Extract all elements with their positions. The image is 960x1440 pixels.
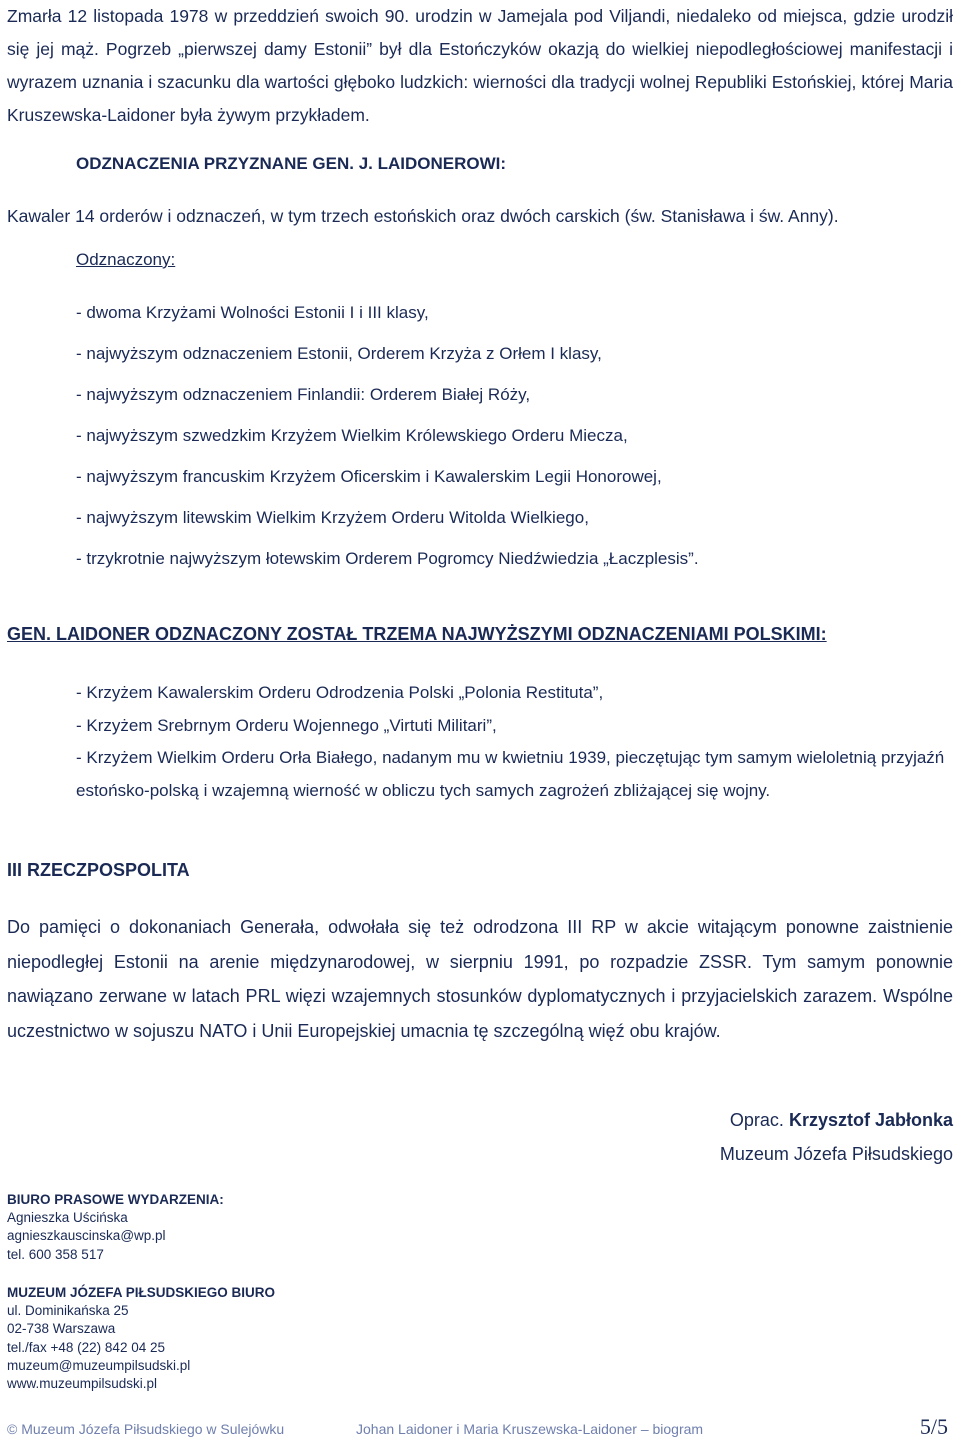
polish-awards-heading: GEN. LAIDONER ODZNACZONY ZOSTAŁ TRZEMA NAJWYŻSZYMI ODZNACZENIAMI POLSKIMI: bbox=[7, 624, 827, 644]
footer-copyright: © Muzeum Józefa Piłsudskiego w Sulejówku bbox=[7, 1421, 285, 1437]
museum-office-web: www.muzeumpilsudski.pl bbox=[7, 1376, 158, 1392]
list-item: - dwoma Krzyżami Wolności Estonii I i III klasy, bbox=[76, 303, 429, 322]
page-footer bbox=[0, 1416, 960, 1440]
list-item: - trzykrotnie najwyższym łotewskim Orderem Pogromcy Niedźwiedzia „Łaczplesis”. bbox=[76, 549, 699, 568]
press-office-name: Agnieszka Uścińska bbox=[7, 1210, 128, 1226]
rp-paragraph: Do pamięci o dokonaniach Generała, odwołała się też odrodzona III RP w akcie witającym ponowne zaistnienie niepodległej Estonii na arenie międzynarodowej, w sierpniu 1991, po rozpadzie ZSSR. Tym samym ponownie nawiązano zerwane w latach PRL więzi wzajemnych stosunków dyplomatycznych i przyjacielskich zarazem. Wspólne uczestnictwo w sojuszu NATO i Unii Europejskiej umacnia tę szczególną więź obu krajów. bbox=[7, 917, 953, 1041]
museum-office-contact bbox=[7, 1284, 275, 1393]
press-office-phone: tel. 600 358 517 bbox=[7, 1246, 104, 1262]
rp-heading: III RZECZPOSPOLITA bbox=[7, 860, 190, 880]
museum-office-heading: MUZEUM JÓZEFA PIŁSUDSKIEGO BIURO bbox=[7, 1285, 276, 1300]
awards-list bbox=[76, 292, 699, 579]
awards-heading: ODZNACZENIA PRZYZNANE GEN. J. LAIDONEROWI: bbox=[76, 154, 507, 173]
page-number: 5/5 bbox=[919, 1414, 948, 1439]
kawaler-text: Kawaler 14 orderów i odznaczeń, w tym trzech estońskich oraz dwóch carskich (św. Stanisława i św. Anny). bbox=[7, 206, 839, 226]
list-item: - najwyższym szwedzkim Krzyżem Wielkim Królewskiego Orderu Miecza, bbox=[76, 426, 628, 445]
press-office-contact bbox=[7, 1191, 224, 1264]
list-item: - najwyższym odznaczeniem Finlandii: Orderem Białej Róży, bbox=[76, 385, 531, 404]
list-item: - najwyższym odznaczeniem Estonii, Orderem Krzyża z Orłem I klasy, bbox=[76, 344, 602, 363]
museum-office-street: ul. Dominikańska 25 bbox=[7, 1303, 129, 1319]
list-item: - Krzyżem Wielkim Orderu Orła Białego, nadanym mu w kwietniu 1939, pieczętując tym samym wieloletnią przyjaźń estońsko-polską i wzajemną wierność w obliczu tych samych zagrożeń zbliżającej się wojny. bbox=[76, 748, 945, 800]
signature bbox=[720, 1103, 953, 1171]
footer-title: Johan Laidoner i Maria Kruszewska-Laidoner – biogram bbox=[356, 1421, 704, 1437]
press-office-email: agnieszkauscinska@wp.pl bbox=[7, 1228, 166, 1244]
museum-office-city: 02-738 Warszawa bbox=[7, 1321, 116, 1337]
museum-office-phone: tel./fax +48 (22) 842 04 25 bbox=[7, 1339, 165, 1355]
list-item: - Krzyżem Kawalerskim Orderu Odrodzenia Polski „Polonia Restituta”, bbox=[76, 683, 604, 702]
list-item: - najwyższym litewskim Wielkim Krzyżem Orderu Witolda Wielkiego, bbox=[76, 508, 589, 527]
museum-office-email: muzeum@muzeumpilsudski.pl bbox=[7, 1357, 191, 1373]
odznaczony-label: Odznaczony: bbox=[76, 250, 176, 269]
list-item: - Krzyżem Srebrnym Orderu Wojennego „Virtuti Militari”, bbox=[76, 715, 497, 735]
signature-author: Krzysztof Jabłonka bbox=[788, 1110, 953, 1130]
list-item: - najwyższym francuskim Krzyżem Oficerskim i Kawalerskim Legii Honorowej, bbox=[76, 467, 662, 486]
polish-awards-list bbox=[76, 677, 954, 807]
signature-institution: Muzeum Józefa Piłsudskiego bbox=[719, 1144, 953, 1164]
signature-prefix: Oprac. bbox=[729, 1110, 784, 1130]
press-office-heading: BIURO PRASOWE WYDARZENIA: bbox=[7, 1192, 224, 1207]
intro-paragraph: Zmarła 12 listopada 1978 w przeddzień swoich 90. urodzin w Jamejala pod Viljandi, niedaleko od miejsca, gdzie urodził się jej mąż. Pogrzeb „pierwszej damy Estonii” był dla Estończyków okazją do wielkiej niepodległościowej manifestacji i wyrazem uznania i szacunku dla wartości głęboko ludzkich: wierności dla tradycji wolnej Republiki Estońskiej, której Maria Kruszewska-Laidoner była żywym przykładem. bbox=[7, 6, 953, 125]
